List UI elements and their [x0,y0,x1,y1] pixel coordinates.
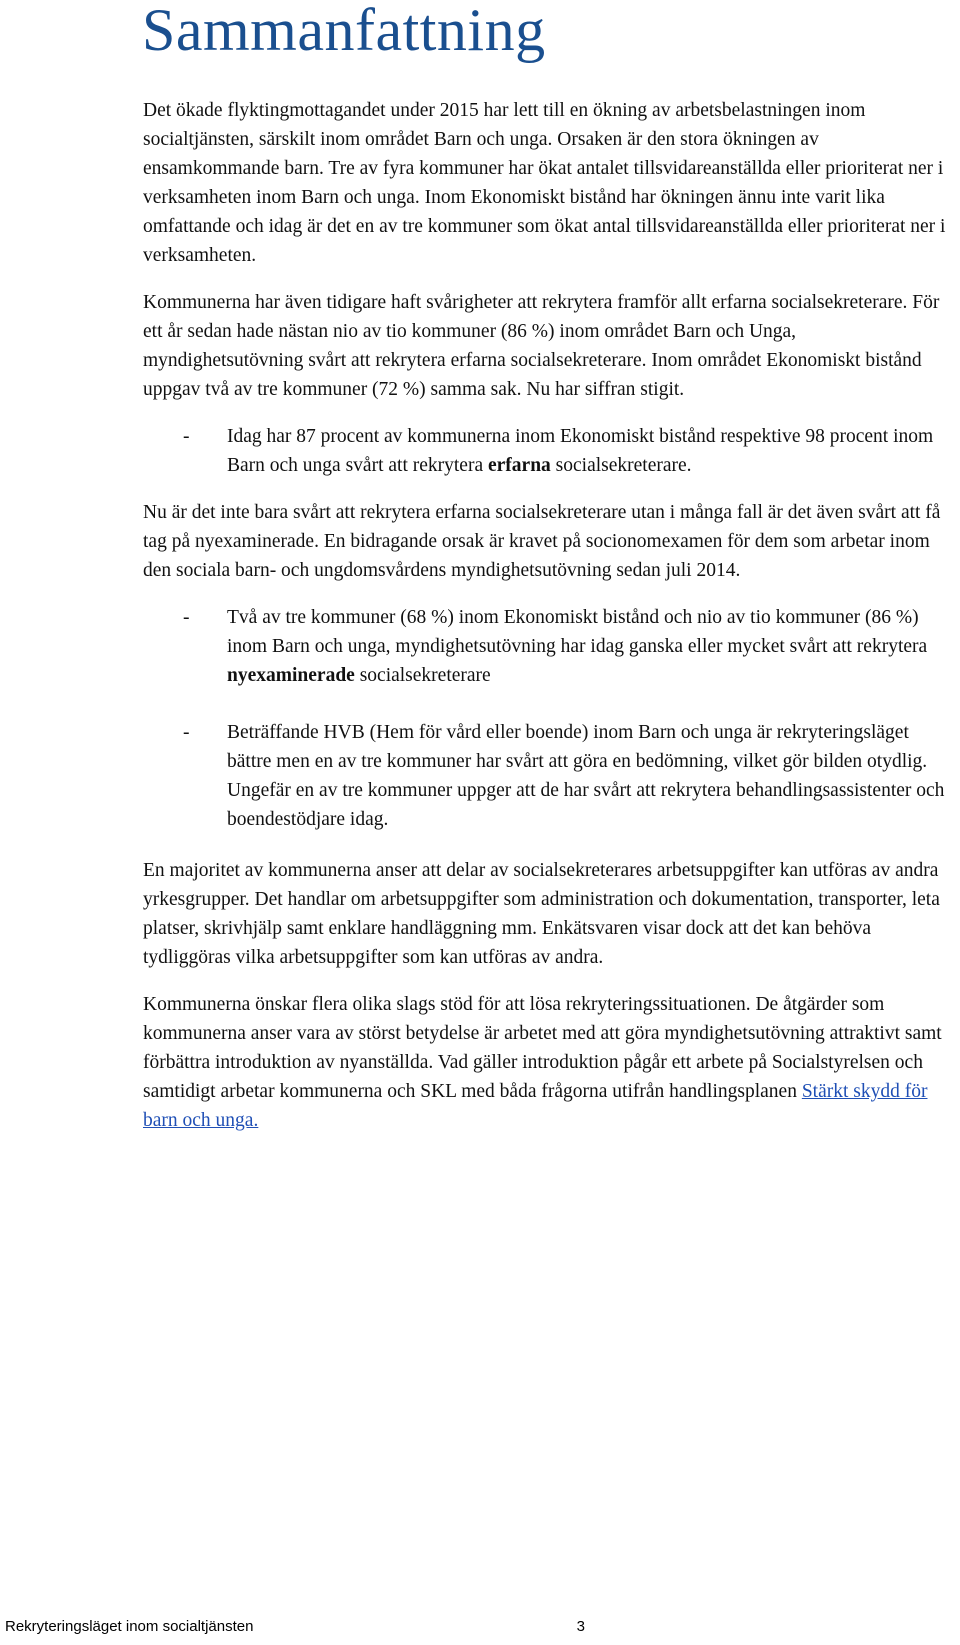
page-title: Sammanfattning [142,0,546,63]
paragraph-4: En majoritet av kommunerna anser att delar av socialsekreterares arbetsuppgifter kan utföras av andra yrkesgrupper. Det handlar om arbetsuppgifter som administration och dokumentation, transporter, leta platser, skrivhjälp samt enklare handläggning mm. Enkätsvaren visar dock att det kan behöva tydliggöras vilka arbetsuppgifter som kan utföras av andra. [143,860,940,968]
bullet-bold: erfarna [487,455,551,476]
paragraph-5 [143,990,953,1135]
list-item [143,718,953,834]
page-number: 3 [576,1618,585,1635]
bullet-list-2 [143,603,953,834]
paragraph-3: Nu är det inte bara svårt att rekrytera erfarna socialsekreterare utan i många fall är det även svårt att få tag på nyexaminerade. En bidragande orsak är kravet på socionomexamen för dem som arbetar inom den sociala barn- och ungdomsvårdens myndighetsutövning sedan juli 2014. [143,502,941,581]
dash-marker: - [183,607,190,628]
list-item [143,422,953,480]
bullet-text: Två av tre kommuner (68 %) inom Ekonomiskt bistånd och nio av tio kommuner (86 %) inom Barn och unga, myndighetsutövning har idag ganska eller mycket svårt att rekrytera [227,607,928,657]
bullet-text-end: socialsekreterare. [550,455,692,476]
dash-marker: - [183,426,190,447]
footer-document-title: Rekryteringsläget inom socialtjänsten [5,1618,254,1635]
bullet-list-1 [143,422,953,480]
bullet-text-end: socialsekreterare [354,665,491,686]
paragraph-1: Det ökade flyktingmottagandet under 2015 har lett till en ökning av arbetsbelastningen inom socialtjänsten, särskilt inom området Barn och unga. Orsaken är den stora ökningen av ensamkommande barn. Tre av fyra kommuner har ökat antalet tillsvidareanställda eller prioriterat ner i verksamheten inom Barn och unga. Inom Ekonomiskt bistånd har ökningen ännu inte varit lika omfattande och idag är det en av tre kommuner som ökat antal tillsvidareanställda eller prioriterat ner i verksamheten. [143,100,946,266]
handlingsplan-link[interactable]: Stärkt skydd för barn och unga. [143,1081,928,1131]
bullet-text: Beträffande HVB (Hem för vård eller boende) inom Barn och unga är rekryteringsläget bättre men en av tre kommuner har svårt att göra en bedömning, vilket gör bilden otydlig. Ungefär en av tre kommuner uppger att de har svårt att rekrytera behandlingsassistenter och boendestödjare idag. [227,722,945,830]
bullet-bold: nyexaminerade [227,665,355,686]
paragraph-5-text: Kommunerna önskar flera olika slags stöd för att lösa rekryteringssituationen. De åtgärder som kommunerna anser vara av störst betydelse är arbetet med att göra myndighetsutövning attraktivt samt förbättra introduktion av nyanställda. Vad gäller introduktion pågår ett arbete på Socialstyrelsen och samtidigt arbetar kommunerna och SKL med båda frågorna utifrån handlingsplanen [143,994,942,1102]
paragraph-2: Kommunerna har även tidigare haft svårigheter att rekrytera framför allt erfarna socialsekreterare. För ett år sedan hade nästan nio av tio kommuner (86 %) inom området Barn och Unga, myndighetsutövning svårt att rekrytera erfarna socialsekreterare. Inom området Ekonomiskt bistånd uppgav två av tre kommuner (72 %) samma sak. Nu har siffran stigit. [143,292,940,400]
bullet-text: Idag har 87 procent av kommunerna inom Ekonomiskt bistånd respektive 98 procent inom Barn och unga svårt att rekrytera [227,426,934,476]
list-item [143,603,953,690]
document-body [143,96,953,1153]
dash-marker: - [183,722,190,743]
page-footer [5,1618,585,1635]
